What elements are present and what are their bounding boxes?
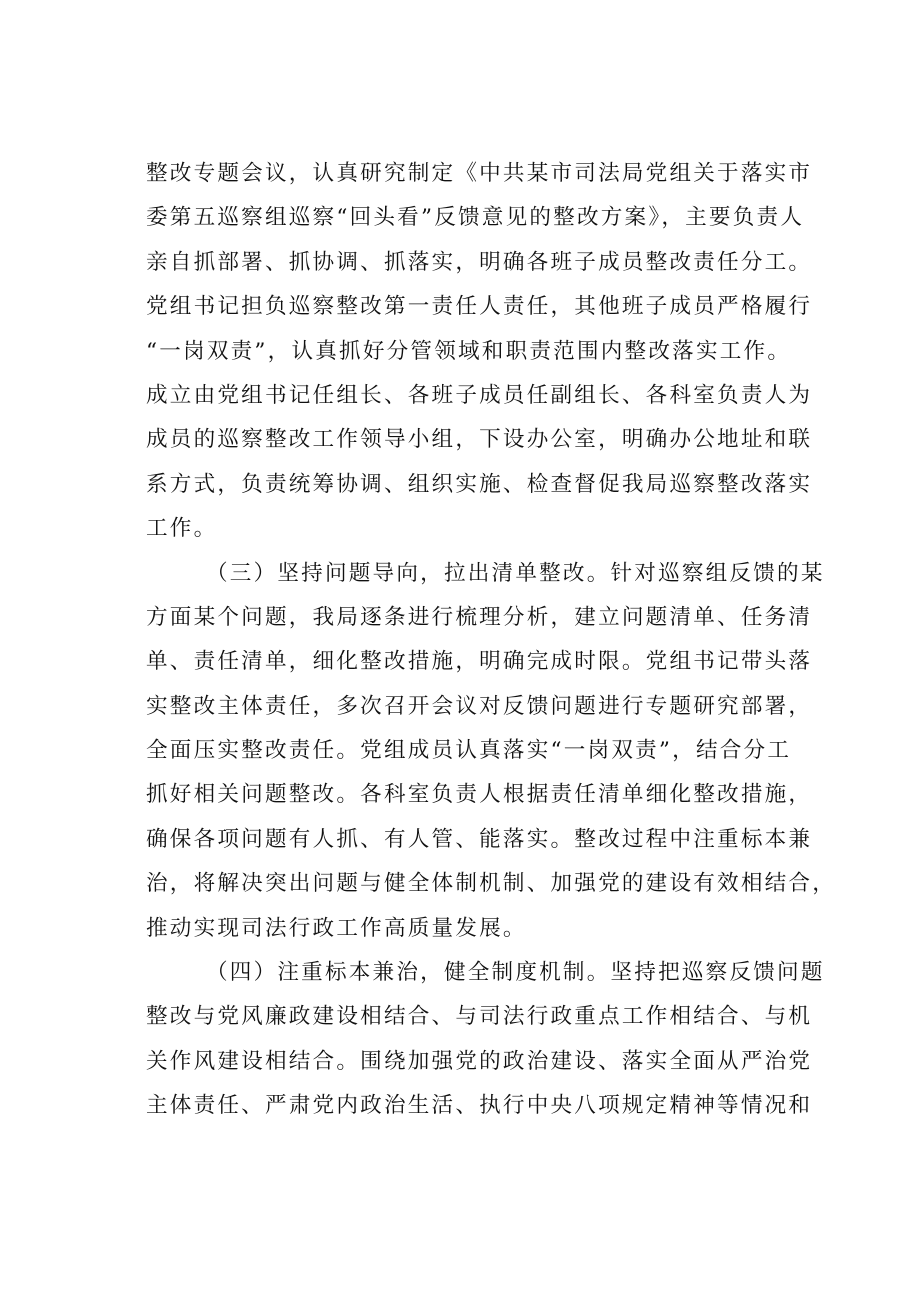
- text-line: 推动实现司法行政工作高质量发展。: [146, 915, 527, 941]
- text-line: （三）坚持问题导向，拉出清单整改。针对巡察组反馈的某: [206, 560, 825, 586]
- text-line: 确保各项问题有人抓、有人管、能落实。整改过程中注重标本兼: [146, 826, 813, 852]
- text-line: 系方式，负责统筹协调、组织实施、检查督促我局巡察整改落实: [146, 471, 813, 497]
- text-line: 整改专题会议，认真研究制定《中共某市司法局党组关于落实市: [146, 161, 813, 186]
- text-line: 委第五巡察组巡察“回头看”反馈意见的整改方案》，主要负责人: [146, 205, 805, 231]
- text-line: 治，将解决突出问题与健全体制机制、加强党的建设有效相结合，: [146, 871, 837, 897]
- text-line: 抓好相关问题整改。各科室负责人根据责任清单细化整改措施，: [146, 782, 813, 808]
- text-line: 实整改主体责任，多次召开会议对反馈问题进行专题研究部署，: [146, 693, 813, 719]
- text-line: 成员的巡察整改工作领导小组，下设办公室，明确办公地址和联: [146, 427, 813, 453]
- text-line: 工作。: [146, 516, 218, 542]
- text-line: 单、责任清单，细化整改措施，明确完成时限。党组书记带头落: [146, 649, 813, 675]
- text-line: “一岗双责”，认真抓好分管领域和职责范围内整改落实工作。: [146, 338, 792, 364]
- document-body: [146, 152, 837, 1129]
- text-line: 党组书记担负巡察整改第一责任人责任，其他班子成员严格履行: [146, 294, 813, 320]
- text-line: 全面压实整改责任。党组成员认真落实“一岗双责”，结合分工: [146, 738, 792, 764]
- text-line: 方面某个问题，我局逐条进行梳理分析，建立问题清单、任务清: [146, 604, 813, 630]
- text-line: 亲自抓部署、抓协调、抓落实，明确各班子成员整改责任分工。: [146, 249, 813, 275]
- text-line: 主体责任、严肃党内政治生活、执行中央八项规定精神等情况和: [146, 1093, 813, 1119]
- text-line: 关作风建设相结合。围绕加强党的政治建设、落实全面从严治党: [146, 1048, 813, 1074]
- text-line: 整改与党风廉政建设相结合、与司法行政重点工作相结合、与机: [146, 1004, 813, 1030]
- text-line: 成立由党组书记任组长、各班子成员任副组长、各科室负责人为: [146, 382, 813, 408]
- text-line: （四）注重标本兼治，健全制度机制。坚持把巡察反馈问题: [206, 960, 825, 986]
